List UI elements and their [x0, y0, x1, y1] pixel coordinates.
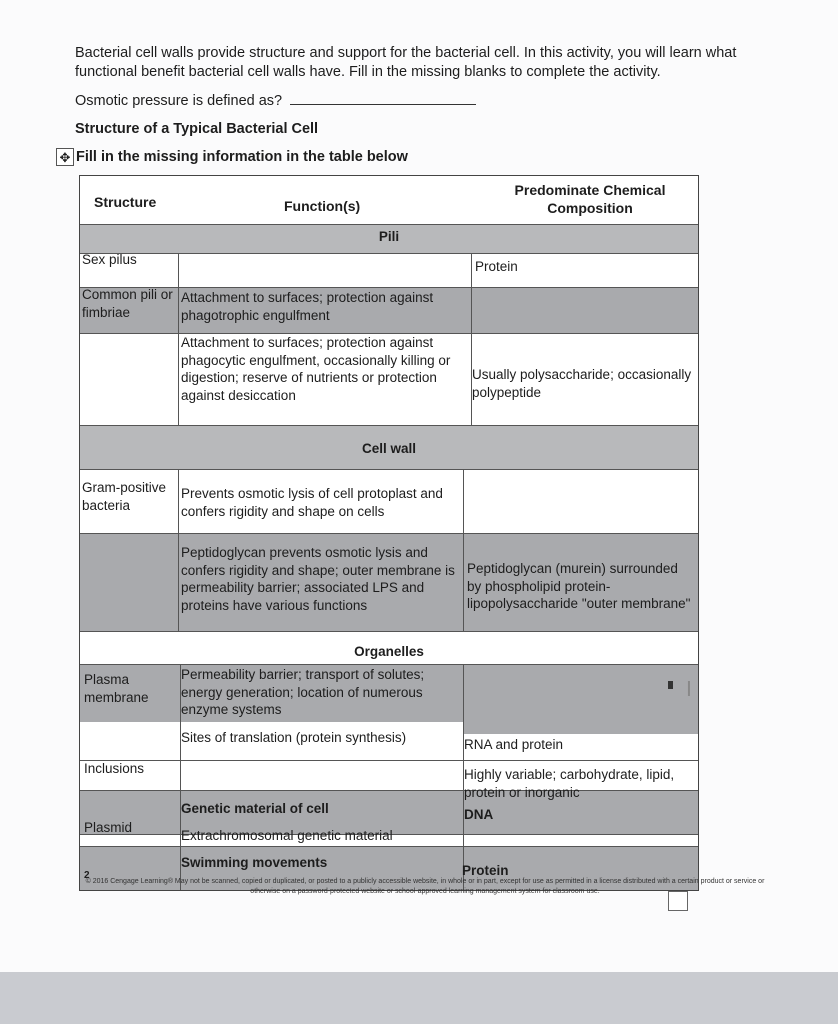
- shade-common-pili-comp: [471, 287, 698, 333]
- osmotic-question-label: Osmotic pressure is defined as?: [75, 93, 283, 109]
- page-number: 2: [84, 870, 90, 881]
- capsule-composition: Usually polysaccharide; occasionally polypeptide: [472, 367, 692, 400]
- ribosomes-composition: RNA and protein: [464, 737, 564, 752]
- section-pili: Pili: [378, 229, 400, 244]
- move-handle-icon[interactable]: ✥: [56, 148, 74, 166]
- sex-pilus-composition: Protein: [475, 259, 518, 274]
- chromosome-composition: DNA: [464, 807, 494, 822]
- structure-heading: Structure of a Typical Bacterial Cell: [75, 121, 319, 137]
- shade-plasma-comp: [463, 664, 698, 734]
- text-cursor-icon: I: [686, 677, 692, 701]
- sex-pilus-structure: Sex pilus: [82, 252, 137, 267]
- osmotic-question: [75, 92, 476, 109]
- flagella-function: Swimming movements: [181, 855, 328, 870]
- fill-heading: Fill in the missing information in the table below: [76, 149, 408, 165]
- flagella-composition: Protein: [462, 863, 509, 878]
- section-cell-wall: Cell wall: [361, 441, 417, 456]
- plasma-membrane-function: Permeability barrier; transport of solutes; energy generation; location of numerous enzyme systems: [181, 667, 425, 717]
- header-function: Function(s): [284, 198, 361, 214]
- common-pili-structure: Common pili or fimbriae: [82, 287, 173, 320]
- bacterial-structure-table: [79, 175, 699, 891]
- plasmid-function: Extrachromosomal genetic material: [181, 828, 393, 843]
- header-structure: Structure: [94, 194, 157, 210]
- checkbox-square[interactable]: [668, 891, 688, 911]
- inclusions-composition: Highly variable; carbohydrate, lipid, protein or inorganic: [464, 767, 675, 800]
- copyright-footer: © 2016 Cengage Learning® May not be scanned, copied or duplicated, or posted to a publicly accessible website, in whole or in part, except for use as permitted in a license distributed with a certain product or service or otherwise on a password-protected website or school-approved learning management system for classroom use.: [85, 878, 765, 895]
- gram-positive-structure: Gram-positive bacteria: [82, 480, 167, 513]
- resize-handle[interactable]: [668, 681, 673, 689]
- common-pili-function: Attachment to surfaces; protection against phagotrophic engulfment: [181, 290, 434, 323]
- section-organelles: Organelles: [354, 644, 424, 659]
- intro-text: Bacterial cell walls provide structure and support for the bacterial cell. In this activity, you will learn what functional benefit bacterial cell walls have. Fill in the missing blanks to complete the activity.: [75, 45, 737, 80]
- fill-heading-row: [56, 148, 408, 166]
- gram-negative-function: Peptidoglycan prevents osmotic lysis and confers rigidity and shape; outer membrane is permeability barrier; associated LPS and proteins have various functions: [181, 545, 455, 613]
- plasmid-structure: Plasmid: [84, 820, 133, 835]
- inclusions-structure: Inclusions: [84, 761, 145, 776]
- gram-negative-composition: Peptidoglycan (murein) surrounded by phospholipid protein-lipopolysaccharide "outer membrane": [467, 561, 691, 611]
- gram-positive-function: Prevents osmotic lysis of cell protoplast and confers rigidity and shape on cells: [181, 486, 443, 519]
- header-composition: Predominate Chemical Composition: [514, 182, 666, 216]
- capsule-function: Attachment to surfaces; protection against phagocytic engulfment, occasionally killing or digestion; reserve of nutrients or protection against desiccation: [181, 335, 451, 403]
- chromosome-function: Genetic material of cell: [181, 801, 329, 816]
- ribosomes-function: Sites of translation (protein synthesis): [181, 730, 407, 745]
- plasma-membrane-structure: Plasma membrane: [84, 672, 149, 705]
- osmotic-answer-blank[interactable]: [290, 92, 476, 105]
